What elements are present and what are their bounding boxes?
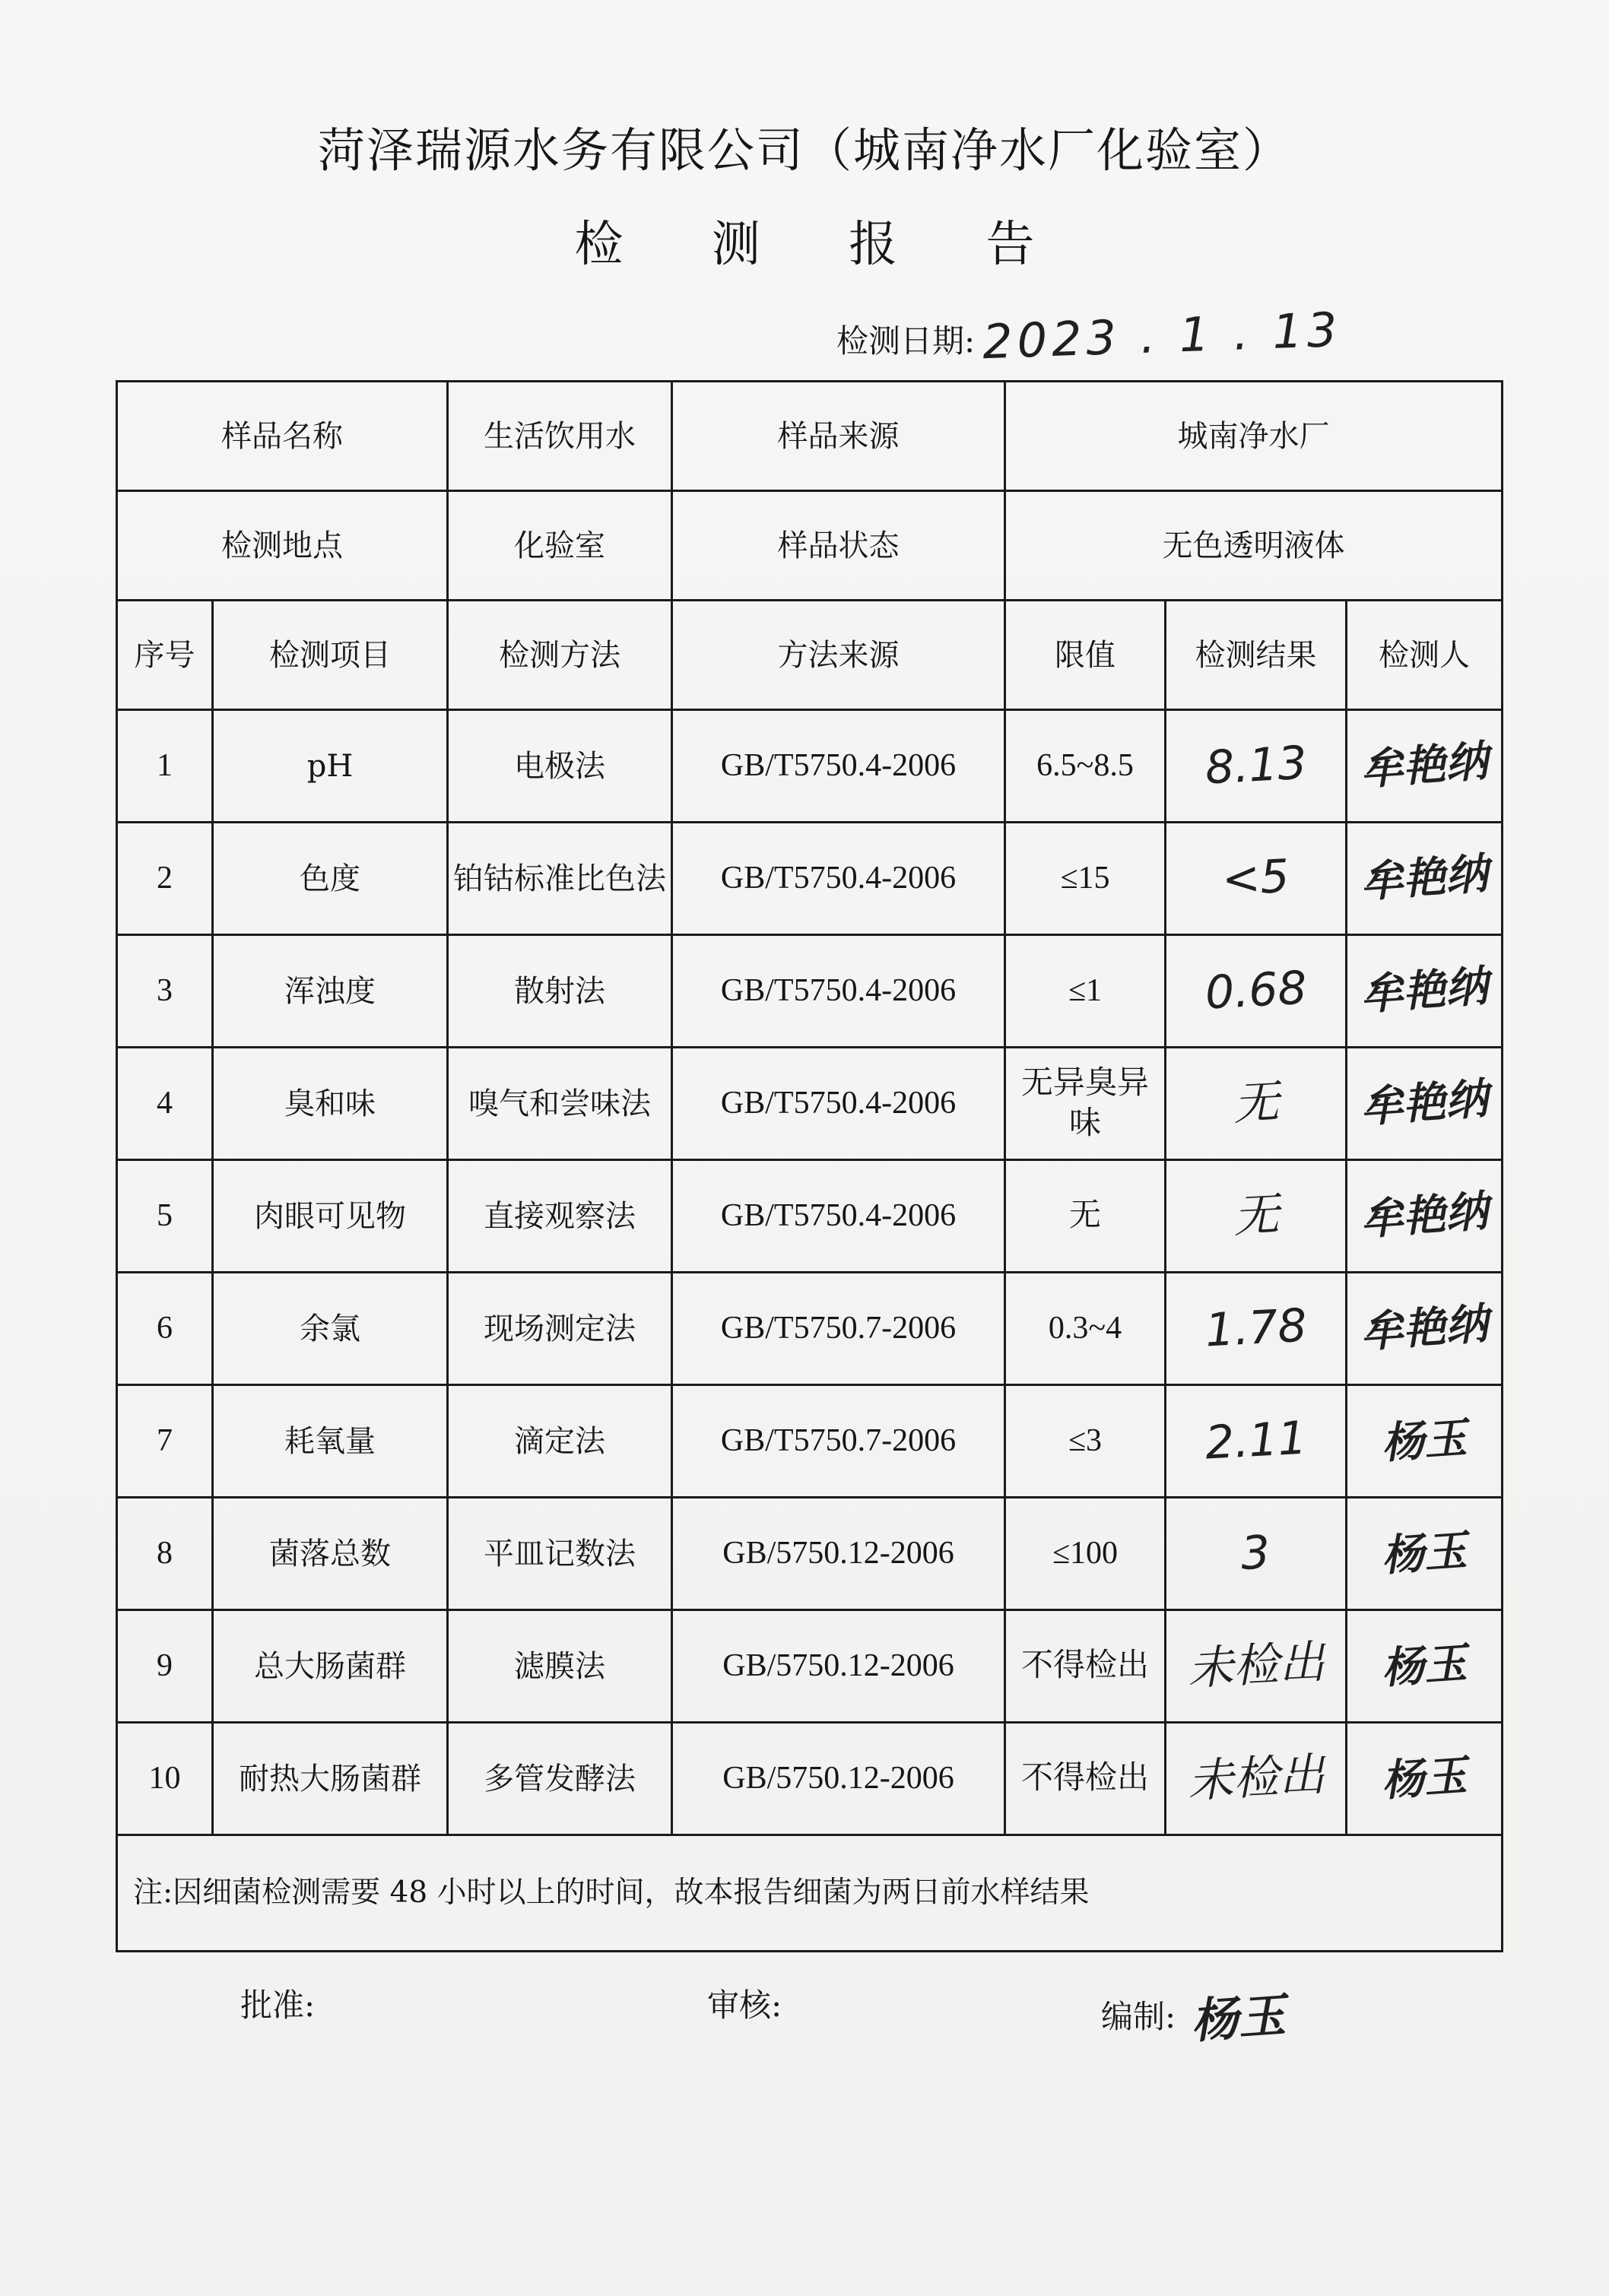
report-table xyxy=(116,380,1503,1952)
cell-tester-text: 杨玉 xyxy=(1379,1413,1469,1469)
cell-result xyxy=(1166,935,1347,1048)
cell-result xyxy=(1166,710,1347,823)
col-header-result: 检测结果 xyxy=(1166,601,1347,710)
location-value: 化验室 xyxy=(448,491,672,601)
cell-result-text: 无 xyxy=(1231,1075,1281,1131)
cell-method: 现场测定法 xyxy=(448,1273,672,1385)
cell-result-text: 8.13 xyxy=(1203,736,1309,795)
review-signature xyxy=(707,1980,782,2026)
table-row xyxy=(117,935,1503,1048)
cell-tester xyxy=(1347,1160,1503,1273)
note-text: 注:因细菌检测需要 48 小时以上的时间，故本报告细菌为两日前水样结果 xyxy=(117,1835,1503,1952)
cell-item: pH xyxy=(213,710,448,823)
cell-tester-text: 牟艳纳 xyxy=(1358,736,1490,795)
cell-item: 耐热大肠菌群 xyxy=(213,1723,448,1835)
cell-tester xyxy=(1347,1610,1503,1723)
sample-state-value: 无色透明液体 xyxy=(1005,491,1503,601)
cell-method: 直接观察法 xyxy=(448,1160,672,1273)
cell-tester xyxy=(1347,1385,1503,1498)
col-header-no: 序号 xyxy=(117,601,213,710)
cell-result xyxy=(1166,1385,1347,1498)
cell-tester xyxy=(1347,710,1503,823)
report-title: 检 测 报 告 xyxy=(574,217,1071,273)
test-date xyxy=(836,301,1343,370)
cell-method: 多管发酵法 xyxy=(448,1723,672,1835)
cell-result-text: 0.68 xyxy=(1203,961,1309,1020)
table-row xyxy=(117,1273,1503,1385)
cell-result xyxy=(1166,823,1347,935)
review-label: 审核: xyxy=(707,1987,782,2024)
cell-item: 总大肠菌群 xyxy=(213,1610,448,1723)
table-row xyxy=(117,1048,1503,1160)
cell-tester-text: 牟艳纳 xyxy=(1358,961,1490,1020)
cell-method: 平皿记数法 xyxy=(448,1498,672,1610)
column-header-row xyxy=(117,601,1503,710)
cell-limit: ≤3 xyxy=(1005,1385,1166,1498)
cell-result xyxy=(1166,1723,1347,1835)
cell-method: 嗅气和尝味法 xyxy=(448,1048,672,1160)
cell-result-text: 未检出 xyxy=(1185,1635,1326,1696)
location-label: 检测地点 xyxy=(117,491,448,601)
cell-no: 9 xyxy=(117,1610,213,1723)
cell-result-text: 2.11 xyxy=(1203,1411,1309,1470)
cell-standard: GB/T5750.7-2006 xyxy=(672,1273,1005,1385)
cell-no: 10 xyxy=(117,1723,213,1835)
prepare-name: 杨玉 xyxy=(1189,1987,1287,2050)
cell-tester xyxy=(1347,935,1503,1048)
cell-tester-text: 杨玉 xyxy=(1379,1638,1469,1694)
cell-result-text: 1.78 xyxy=(1203,1299,1309,1358)
cell-limit: 0.3~4 xyxy=(1005,1273,1166,1385)
cell-no: 4 xyxy=(117,1048,213,1160)
table-row xyxy=(117,1498,1503,1610)
cell-tester xyxy=(1347,1723,1503,1835)
table-row xyxy=(117,1723,1503,1835)
cell-method: 电极法 xyxy=(448,710,672,823)
sample-source-value: 城南净水厂 xyxy=(1005,382,1503,491)
cell-standard: GB/5750.12-2006 xyxy=(672,1610,1005,1723)
cell-no: 6 xyxy=(117,1273,213,1385)
cell-tester-text: 牟艳纳 xyxy=(1358,1299,1490,1358)
cell-tester-text: 杨玉 xyxy=(1379,1525,1469,1581)
col-header-standard: 方法来源 xyxy=(672,601,1005,710)
cell-standard: GB/T5750.4-2006 xyxy=(672,710,1005,823)
cell-limit: 不得检出 xyxy=(1005,1723,1166,1835)
cell-standard: GB/5750.12-2006 xyxy=(672,1723,1005,1835)
cell-result xyxy=(1166,1498,1347,1610)
sample-name-label: 样品名称 xyxy=(117,382,448,491)
cell-tester-text: 牟艳纳 xyxy=(1358,848,1490,908)
cell-result-text: <5 xyxy=(1220,849,1291,907)
cell-item: 色度 xyxy=(213,823,448,935)
sample-name-value: 生活饮用水 xyxy=(448,382,672,491)
info-row-sample xyxy=(117,382,1503,491)
cell-result-text: 3 xyxy=(1239,1526,1272,1581)
cell-result xyxy=(1166,1610,1347,1723)
cell-standard: GB/T5750.4-2006 xyxy=(672,823,1005,935)
cell-method: 滤膜法 xyxy=(448,1610,672,1723)
cell-tester xyxy=(1347,823,1503,935)
cell-standard: GB/T5750.7-2006 xyxy=(672,1385,1005,1498)
table-row xyxy=(117,710,1503,823)
cell-limit: ≤100 xyxy=(1005,1498,1166,1610)
cell-limit: ≤1 xyxy=(1005,935,1166,1048)
cell-method: 铂钴标准比色法 xyxy=(448,823,672,935)
note-row xyxy=(117,1835,1503,1952)
cell-limit: 无 xyxy=(1005,1160,1166,1273)
cell-method: 散射法 xyxy=(448,935,672,1048)
cell-standard: GB/T5750.4-2006 xyxy=(672,1160,1005,1273)
cell-tester-text: 牟艳纳 xyxy=(1358,1073,1490,1133)
cell-result xyxy=(1166,1273,1347,1385)
cell-method: 滴定法 xyxy=(448,1385,672,1498)
date-value: 2023 . 1 . 13 xyxy=(982,301,1343,370)
cell-tester-text: 牟艳纳 xyxy=(1358,1186,1490,1245)
cell-limit: 无异臭异味 xyxy=(1005,1048,1166,1160)
cell-tester-text: 杨玉 xyxy=(1379,1750,1469,1806)
cell-standard: GB/T5750.4-2006 xyxy=(672,935,1005,1048)
table-row xyxy=(117,1160,1503,1273)
cell-tester xyxy=(1347,1273,1503,1385)
cell-standard: GB/5750.12-2006 xyxy=(672,1498,1005,1610)
cell-tester xyxy=(1347,1498,1503,1610)
cell-limit: 不得检出 xyxy=(1005,1610,1166,1723)
sample-state-label: 样品状态 xyxy=(672,491,1005,601)
cell-result-text: 无 xyxy=(1231,1188,1281,1244)
cell-item: 菌落总数 xyxy=(213,1498,448,1610)
prepare-signature xyxy=(1101,1980,1285,2048)
cell-limit: 6.5~8.5 xyxy=(1005,710,1166,823)
col-header-method: 检测方法 xyxy=(448,601,672,710)
col-header-item: 检测项目 xyxy=(213,601,448,710)
cell-no: 1 xyxy=(117,710,213,823)
cell-item: 臭和味 xyxy=(213,1048,448,1160)
table-row xyxy=(117,823,1503,935)
table-row xyxy=(117,1610,1503,1723)
col-header-tester: 检测人 xyxy=(1347,601,1503,710)
prepare-label: 编制: xyxy=(1101,1997,1176,2035)
cell-standard: GB/T5750.4-2006 xyxy=(672,1048,1005,1160)
cell-result-text: 未检出 xyxy=(1185,1748,1326,1809)
cell-result xyxy=(1166,1160,1347,1273)
cell-no: 2 xyxy=(117,823,213,935)
cell-no: 8 xyxy=(117,1498,213,1610)
approve-label: 批准: xyxy=(240,1987,316,2024)
cell-no: 7 xyxy=(117,1385,213,1498)
cell-item: 浑浊度 xyxy=(213,935,448,1048)
date-label: 检测日期: xyxy=(836,322,976,360)
organization-title: 菏泽瑞源水务有限公司（城南净水厂化验室） xyxy=(317,122,1291,178)
cell-no: 5 xyxy=(117,1160,213,1273)
sample-source-label: 样品来源 xyxy=(672,382,1005,491)
cell-result xyxy=(1166,1048,1347,1160)
cell-tester xyxy=(1347,1048,1503,1160)
cell-limit: ≤15 xyxy=(1005,823,1166,935)
cell-item: 耗氧量 xyxy=(213,1385,448,1498)
approve-signature xyxy=(240,1980,315,2026)
cell-item: 余氯 xyxy=(213,1273,448,1385)
cell-item: 肉眼可见物 xyxy=(213,1160,448,1273)
info-row-location xyxy=(117,491,1503,601)
table-row xyxy=(117,1385,1503,1498)
cell-no: 3 xyxy=(117,935,213,1048)
col-header-limit: 限值 xyxy=(1005,601,1166,710)
